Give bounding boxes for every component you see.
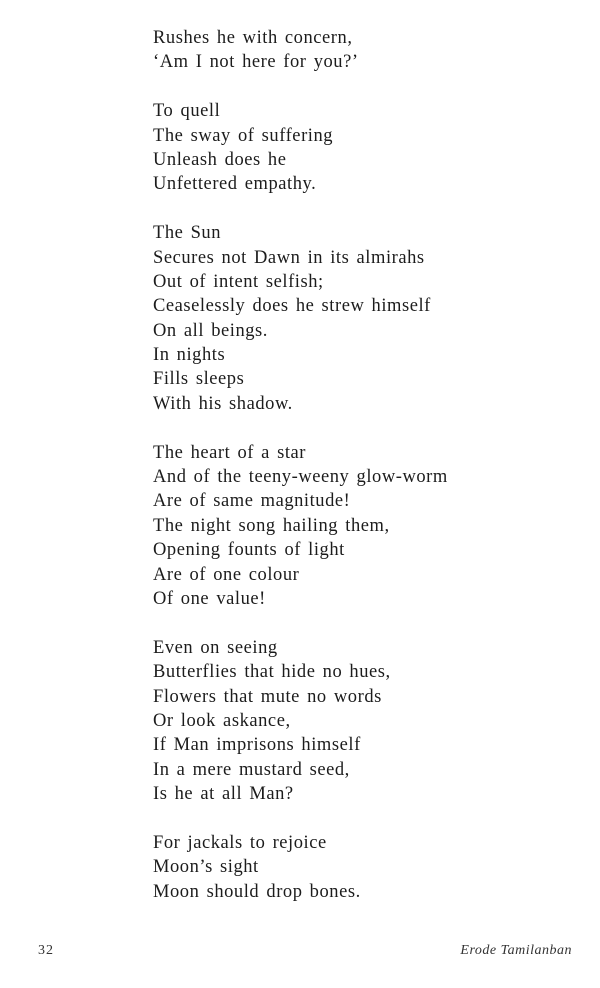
stanza-3 — [153, 221, 573, 416]
poem-line: Out of intent selfish; — [153, 271, 324, 292]
poem-line: For jackals to rejoice — [153, 832, 327, 853]
poem-line: Unfettered empathy. — [153, 174, 317, 195]
poem-line: Of one value! — [153, 588, 266, 609]
poem-line: Flowers that mute no words — [153, 686, 382, 707]
poem-line: Unleash does he — [153, 149, 287, 170]
stanza-6 — [153, 831, 573, 904]
poem-line: Moon’s sight — [153, 857, 259, 878]
poem-line: Or look askance, — [153, 710, 291, 731]
stanza-5 — [153, 636, 573, 807]
poem-line: Opening founts of light — [153, 540, 345, 561]
page-number: 32 — [38, 943, 54, 958]
poem-line: The Sun — [153, 223, 222, 244]
poem-line: The sway of suffering — [153, 125, 334, 146]
poem-line: And of the teeny-weeny glow-worm — [153, 467, 448, 488]
poem-line: Butterflies that hide no hues, — [153, 662, 391, 683]
poem-line: Is he at all Man? — [153, 784, 294, 805]
poem-line: Are of one colour — [153, 564, 300, 585]
poem-line: To quell — [153, 101, 221, 122]
poem-line: The night song hailing them, — [153, 515, 390, 536]
stanza-4 — [153, 441, 573, 612]
poem-line: The heart of a star — [153, 442, 307, 463]
poem-line: Are of same magnitude! — [153, 491, 351, 512]
poem-line: With his shadow. — [153, 393, 293, 414]
poem-line: Ceaselessly does he strew himself — [153, 296, 431, 317]
poem-line: Secures not Dawn in its almirahs — [153, 247, 425, 268]
poem-line: Rushes he with concern, — [153, 28, 353, 48]
poem-line: Moon should drop bones. — [153, 881, 361, 902]
poem-body — [153, 26, 573, 928]
poem-line: ‘Am I not here for you?’ — [153, 52, 359, 73]
poem-line: On all beings. — [153, 320, 268, 341]
page-footer — [38, 943, 572, 963]
stanza-2 — [153, 99, 573, 197]
author-running-head: Erode Tamilanban — [460, 943, 572, 958]
poem-line: In nights — [153, 345, 226, 366]
poem-line: If Man imprisons himself — [153, 735, 361, 756]
poem-line: In a mere mustard seed, — [153, 759, 350, 780]
poem-line: Even on seeing — [153, 637, 278, 658]
poem-line: Fills sleeps — [153, 369, 245, 390]
stanza-1 — [153, 26, 573, 75]
